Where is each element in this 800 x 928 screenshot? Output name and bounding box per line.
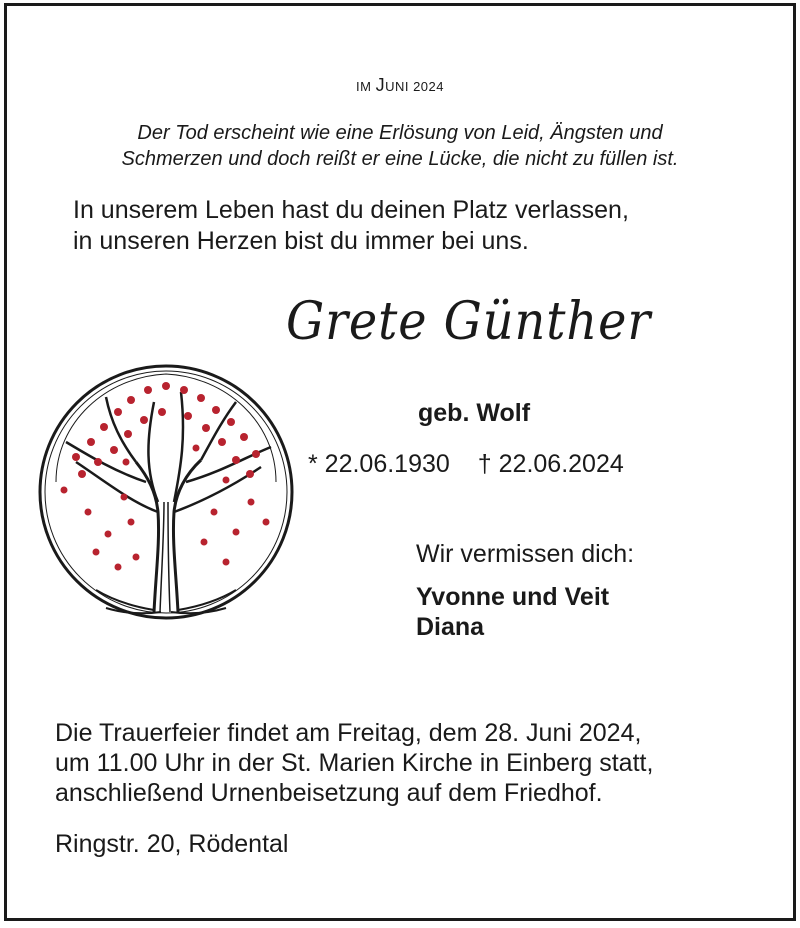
quote-line: Der Tod erscheint wie eine Erlösung von Leid, Ängsten und	[137, 122, 663, 144]
funeral-line: anschließend Urnenbeisetzung auf dem Friedhof.	[55, 779, 603, 807]
intro-line: in unseren Herzen bist du immer bei uns.	[73, 227, 529, 255]
funeral-line: Die Trauerfeier findet am Freitag, dem 28. Juni 2024,	[55, 719, 642, 747]
funeral-line: um 11.00 Uhr in der St. Marien Kirche in Einberg statt,	[55, 749, 654, 777]
mourners	[416, 582, 609, 642]
miss-text: Wir vermissen dich:	[416, 540, 635, 568]
deceased-name: Grete Günther	[286, 292, 652, 352]
mourner-line: Diana	[416, 613, 485, 641]
quote	[0, 120, 800, 172]
intro-line: In unserem Leben hast du deinen Platz verlassen,	[73, 196, 629, 224]
intro-text	[73, 195, 629, 257]
falling-leaves	[61, 487, 270, 571]
date-header: IM JUNI 2024	[356, 75, 444, 95]
mourner-line: Yvonne und Veit	[416, 583, 610, 611]
address: Ringstr. 20, Rödental	[55, 830, 289, 858]
maiden-name: geb. Wolf	[418, 399, 531, 427]
life-dates	[308, 450, 652, 479]
birth-date: * 22.06.1930	[308, 450, 450, 478]
death-date: † 22.06.2024	[477, 450, 624, 478]
quote-line: Schmerzen und doch reißt er eine Lücke, die nicht zu füllen ist.	[121, 148, 679, 170]
tree-of-life-icon	[36, 362, 296, 622]
funeral-info	[55, 718, 653, 808]
